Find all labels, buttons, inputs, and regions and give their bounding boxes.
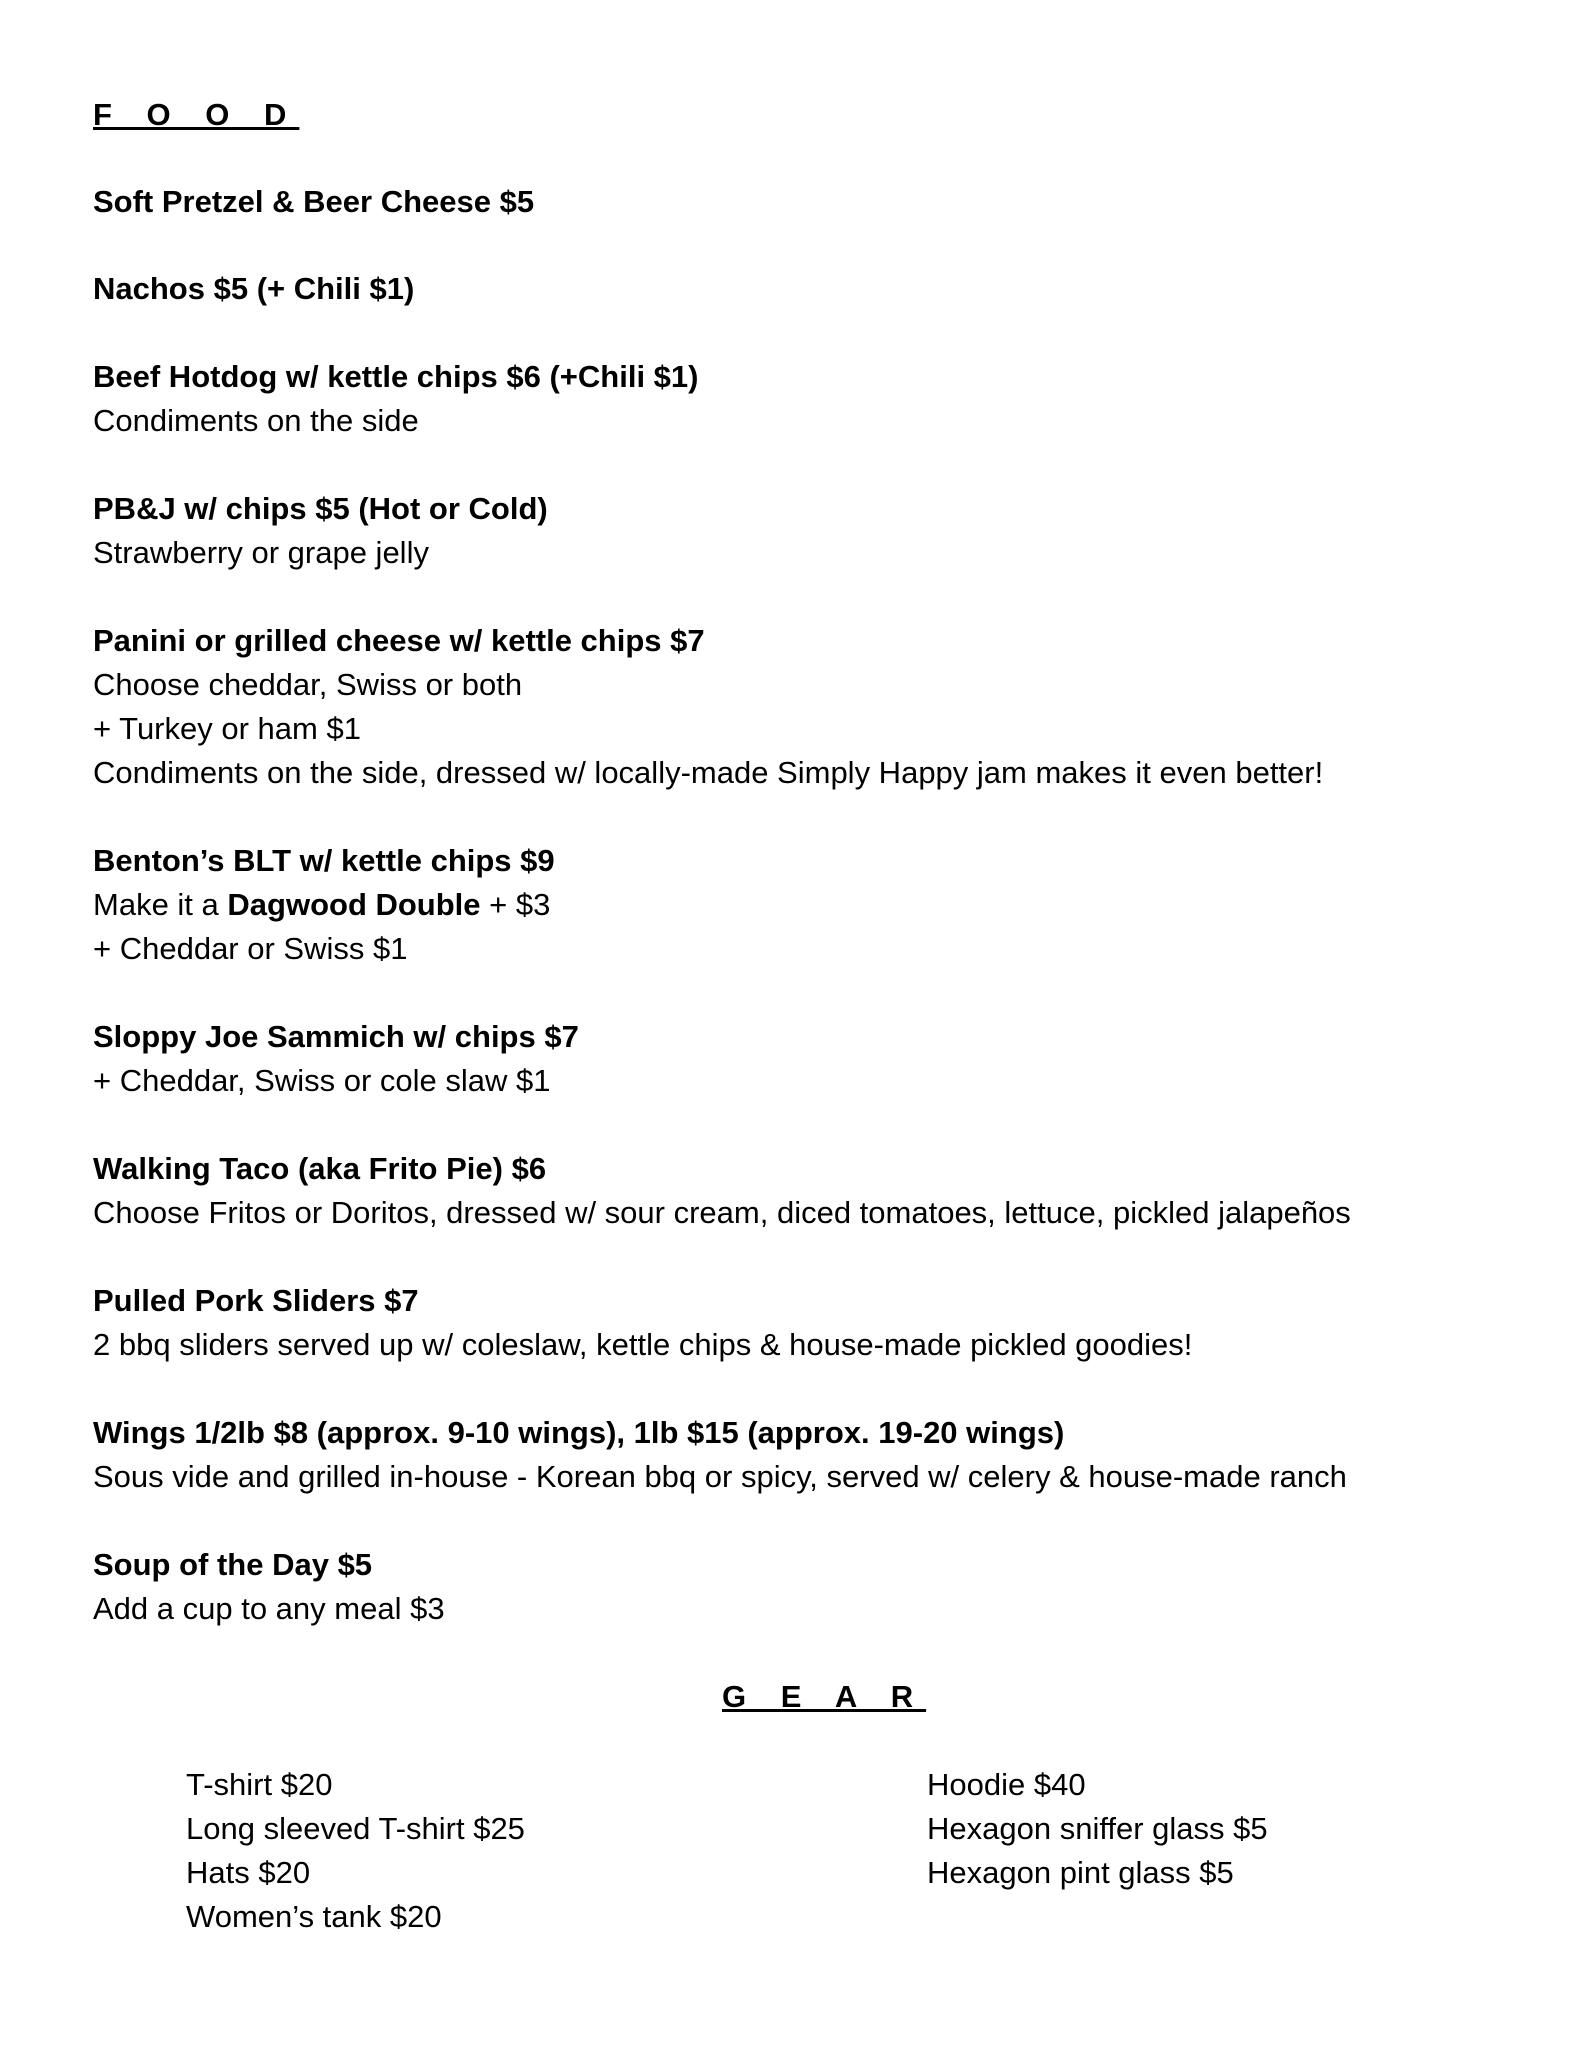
item-title-walking-taco: Walking Taco (aka Frito Pie) $6 [93, 1151, 547, 1186]
item-detail-panini-3: Condiments on the side, dressed w/ locally-made Simply Happy jam makes it even better! [93, 755, 1324, 790]
item-detail-pbj: Strawberry or grape jelly [93, 535, 429, 570]
gear-heading: G E A R [722, 1679, 927, 1714]
item-detail-wings: Sous vide and grilled in-house - Korean bbq or spicy, served w/ celery & house-made ranch [93, 1459, 1347, 1494]
food-heading: F O O D [93, 97, 300, 132]
item-title-pretzel: Soft Pretzel & Beer Cheese $5 [93, 184, 535, 219]
item-detail-soup: Add a cup to any meal $3 [93, 1591, 445, 1626]
gear-item-hats: Hats $20 [186, 1855, 311, 1890]
gear-item-hoodie: Hoodie $40 [927, 1767, 1086, 1802]
dagwood-prefix: Make it a [93, 887, 228, 922]
item-title-sliders: Pulled Pork Sliders $7 [93, 1283, 419, 1318]
gear-item-sniffer-glass: Hexagon sniffer glass $5 [927, 1811, 1268, 1846]
item-title-hotdog: Beef Hotdog w/ kettle chips $6 (+Chili $1) [93, 359, 699, 394]
item-detail-blt-cheese: + Cheddar or Swiss $1 [93, 931, 408, 966]
item-title-sloppy-joe: Sloppy Joe Sammich w/ chips $7 [93, 1019, 579, 1054]
item-title-blt: Benton’s BLT w/ kettle chips $9 [93, 843, 555, 878]
gear-item-pint-glass: Hexagon pint glass $5 [927, 1855, 1234, 1890]
item-detail-panini-1: Choose cheddar, Swiss or both [93, 667, 523, 702]
gear-item-tshirt: T-shirt $20 [186, 1767, 333, 1802]
item-title-wings: Wings 1/2lb $8 (approx. 9-10 wings), 1lb $15 (approx. 19-20 wings) [93, 1415, 1065, 1450]
item-detail-blt-dagwood [93, 885, 550, 925]
item-detail-walking-taco: Choose Fritos or Doritos, dressed w/ sour cream, diced tomatoes, lettuce, pickled jalapeños [93, 1195, 1351, 1230]
gear-item-long-sleeve: Long sleeved T-shirt $25 [186, 1811, 525, 1846]
dagwood-double-label: Dagwood Double [227, 887, 481, 922]
item-title-nachos: Nachos $5 (+ Chili $1) [93, 271, 415, 306]
dagwood-suffix: + $3 [480, 887, 551, 922]
gear-item-womens-tank: Women’s tank $20 [186, 1899, 442, 1934]
item-title-panini: Panini or grilled cheese w/ kettle chips $7 [93, 623, 705, 658]
item-title-soup: Soup of the Day $5 [93, 1547, 373, 1582]
item-detail-sloppy-joe: + Cheddar, Swiss or cole slaw $1 [93, 1063, 551, 1098]
item-detail-sliders: 2 bbq sliders served up w/ coleslaw, kettle chips & house-made pickled goodies! [93, 1327, 1193, 1362]
item-title-pbj: PB&J w/ chips $5 (Hot or Cold) [93, 491, 548, 526]
item-detail-panini-2: + Turkey or ham $1 [93, 711, 361, 746]
item-detail-hotdog: Condiments on the side [93, 403, 419, 438]
